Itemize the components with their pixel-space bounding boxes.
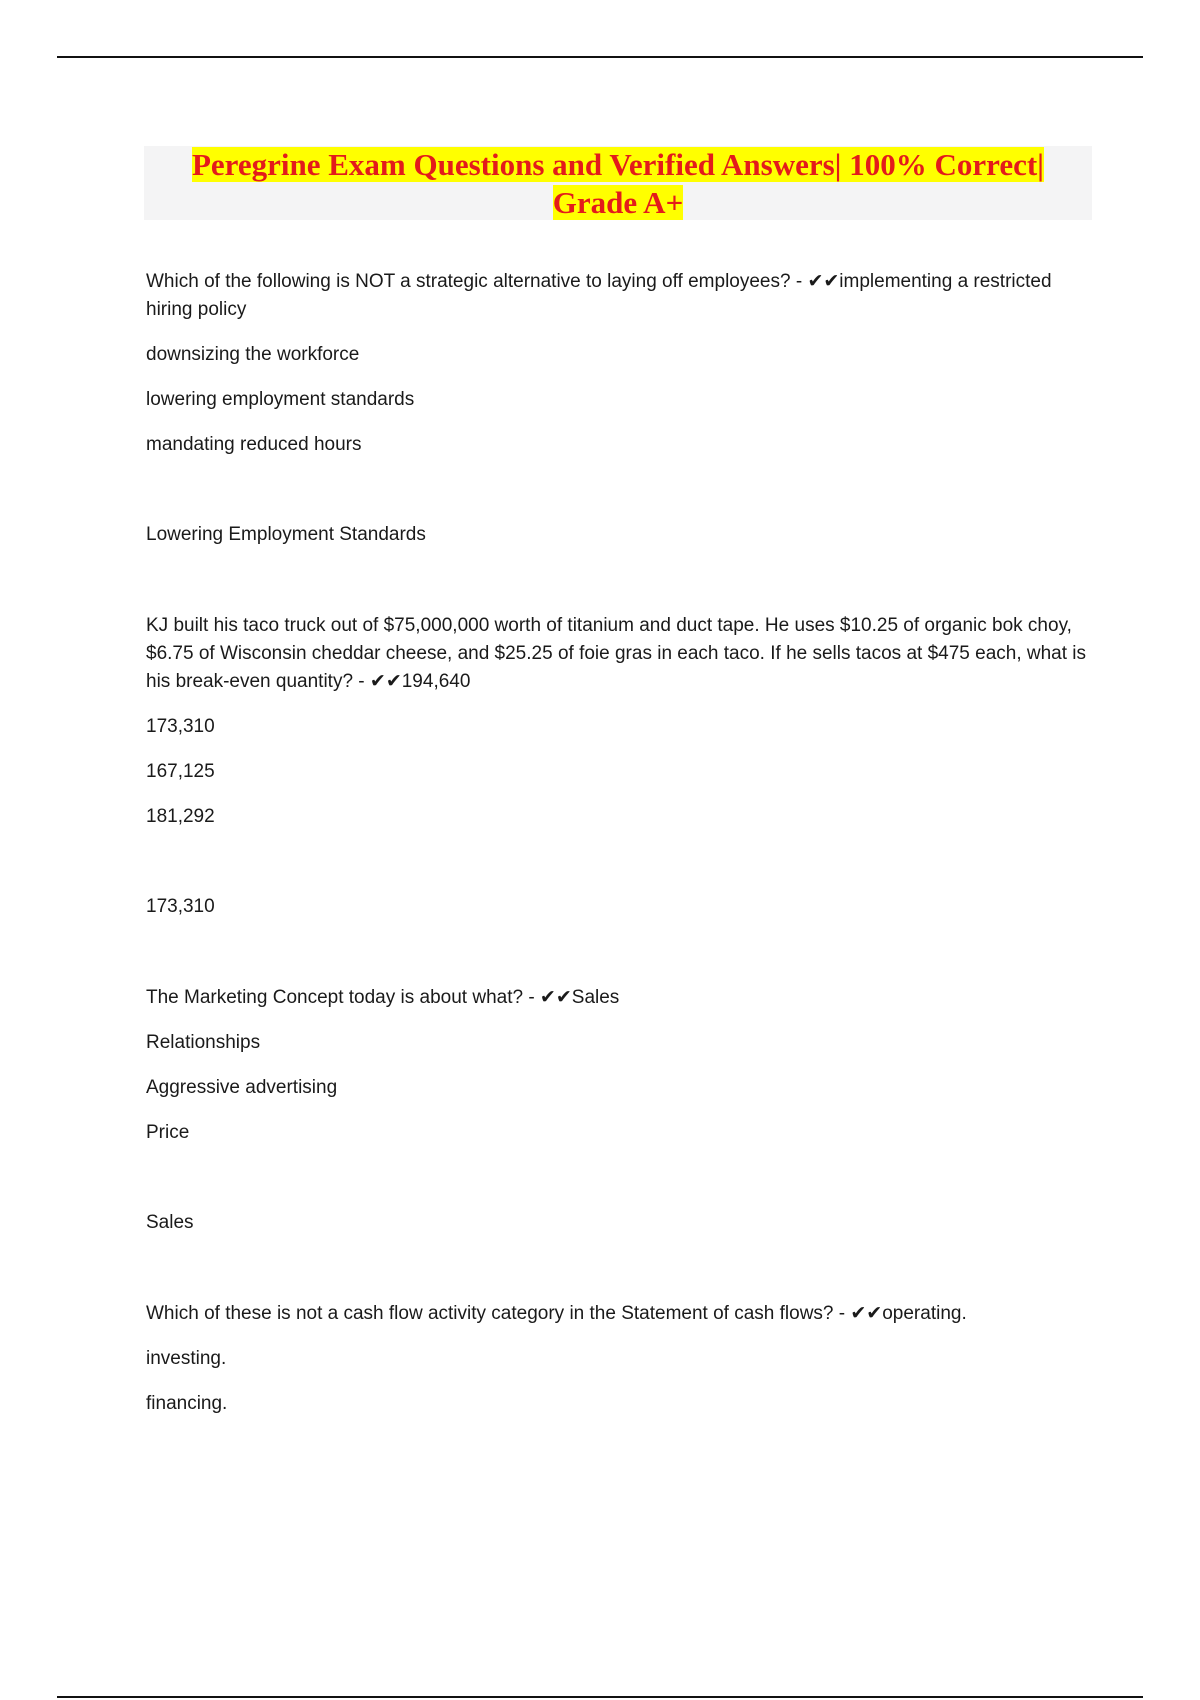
answer-option: lowering employment standards bbox=[146, 389, 415, 410]
question-block bbox=[146, 612, 1096, 921]
question-block bbox=[146, 984, 1096, 1237]
document-title bbox=[144, 146, 1092, 220]
answer-option: investing. bbox=[146, 1348, 227, 1369]
answer-option: Relationships bbox=[146, 1032, 261, 1053]
header-rule bbox=[57, 56, 1143, 58]
question-prompt: KJ built his taco truck out of $75,000,000 worth of titanium and duct tape. He uses $10.25 of organic bok choy, $6.75 of Wisconsin cheddar cheese, and $25.25 of foie gras in each taco. If he sells tacos at $475 each, what is his break-even quantity? - ✔✔194,640 bbox=[146, 615, 1087, 692]
answer-option: mandating reduced hours bbox=[146, 434, 362, 455]
correct-answer: 173,310 bbox=[146, 896, 215, 917]
correct-answer: Lowering Employment Standards bbox=[146, 524, 426, 545]
question-block bbox=[146, 268, 1096, 549]
correct-answer: Sales bbox=[146, 1212, 194, 1233]
answer-option: 173,310 bbox=[146, 716, 215, 737]
question-prompt: The Marketing Concept today is about what? - ✔✔Sales bbox=[146, 987, 620, 1008]
answer-option: 181,292 bbox=[146, 806, 215, 827]
answer-option: financing. bbox=[146, 1393, 228, 1414]
title-line-1: Peregrine Exam Questions and Verified Answers| 100% Correct| bbox=[191, 147, 1044, 182]
question-prompt: Which of the following is NOT a strategic alternative to laying off employees? - ✔✔implementing a restricted hiring policy bbox=[146, 271, 1052, 320]
answer-option: Aggressive advertising bbox=[146, 1077, 338, 1098]
title-line-2: Grade A+ bbox=[552, 185, 684, 220]
answer-option: 167,125 bbox=[146, 761, 215, 782]
answer-option: downsizing the workforce bbox=[146, 344, 360, 365]
answer-option: Price bbox=[146, 1122, 190, 1143]
question-prompt: Which of these is not a cash flow activity category in the Statement of cash flows? - ✔✔operating. bbox=[146, 1303, 967, 1324]
footer-rule bbox=[57, 1696, 1143, 1698]
question-block bbox=[146, 1300, 1096, 1418]
document-body bbox=[146, 268, 1096, 1418]
